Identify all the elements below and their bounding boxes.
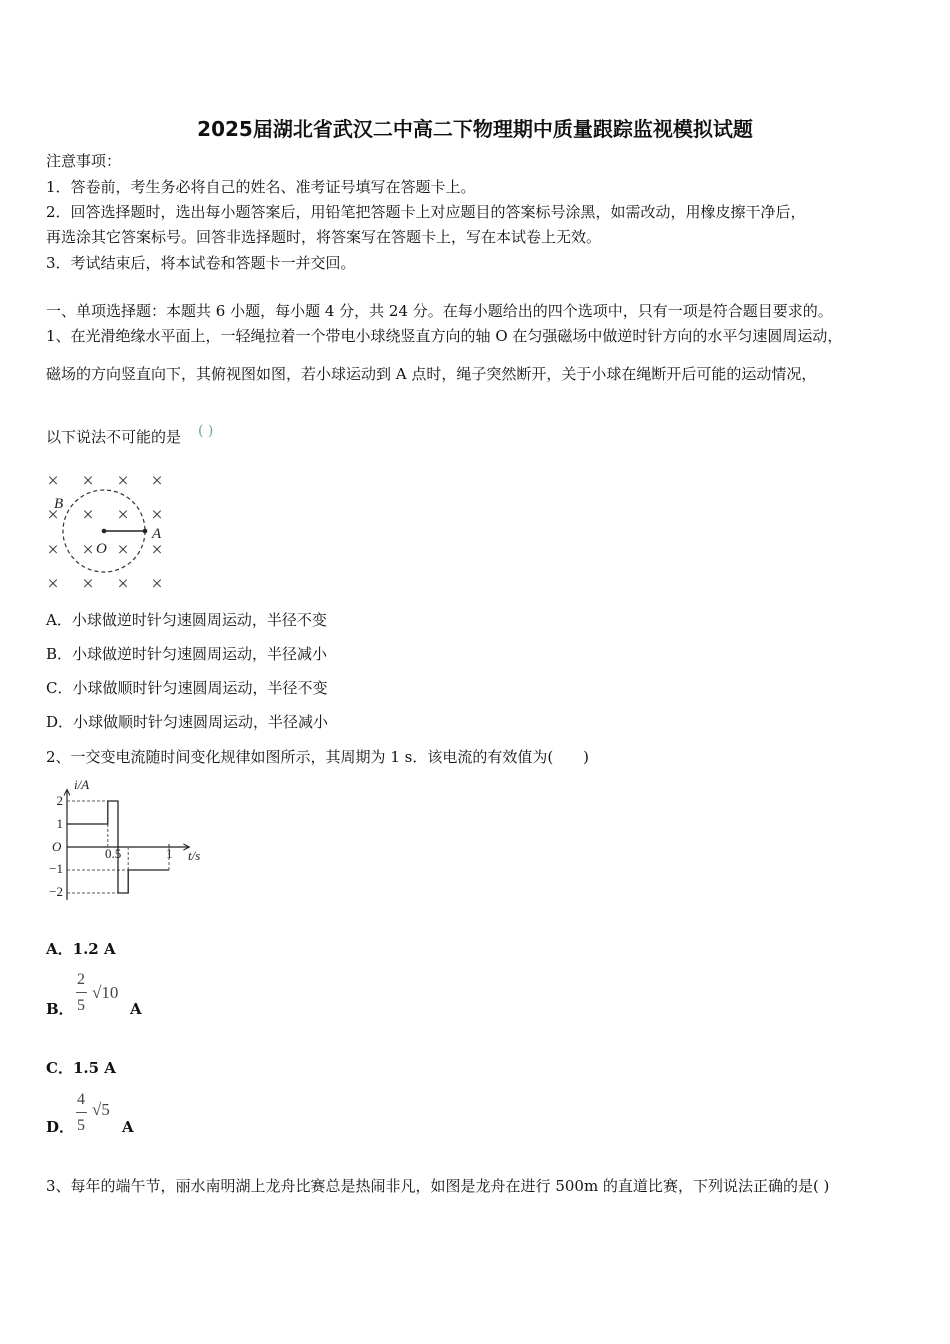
q2-option-b-numerator: 2	[77, 971, 85, 988]
x-axis-label: t/s	[188, 848, 201, 863]
q2-option-a: A．1.2 A	[46, 940, 116, 958]
q2-option-d-numerator: 4	[77, 1091, 85, 1108]
field-cross: ×	[47, 470, 59, 492]
q2-stem: 2、一交变电流随时间变化规律如图所示，其周期为 1 s．该电流的有效值为( )	[46, 748, 590, 766]
q1-stem-line-1: 1、在光滑绝缘水平面上，一轻绳拉着一个带电小球绕竖直方向的轴 O 在匀强磁场中做逆时针方向的水平匀速圆周运动，	[46, 327, 843, 345]
y-tick-label: 1	[56, 816, 63, 831]
field-cross: ×	[151, 539, 163, 561]
q2-option-b-unit: A	[130, 1000, 142, 1018]
notice-heading: 注意事项：	[46, 152, 122, 170]
notice-line-2b: 再选涂其它答案标号。回答非选择题时，将答案写在答题卡上，写在本试卷上无效。	[46, 228, 602, 246]
q1-stem-line-3: 以下说法不可能的是	[46, 428, 182, 446]
q1-figure	[40, 466, 180, 598]
field-cross: ×	[47, 504, 59, 526]
label-o: O	[96, 541, 107, 557]
q3-stem: 3、每年的端午节，丽水南明湖上龙舟比赛总是热闹非凡，如图是龙舟在进行 500m 的直道比赛，下列说法正确的是( )	[46, 1177, 830, 1195]
origin-label: O	[52, 839, 62, 854]
section-heading: 一、单项选择题：本题共 6 小题，每小题 4 分，共 24 分。在每小题给出的四个选项中，只有一项是符合题目要求的。	[46, 302, 833, 320]
q2-option-c: C．1.5 A	[46, 1059, 116, 1077]
q2-option-d-letter: D．	[46, 1118, 75, 1136]
q1-option-a: A．小球做逆时针匀速圆周运动，半径不变	[46, 611, 327, 629]
field-cross: ×	[82, 470, 94, 492]
label-a: A	[152, 526, 162, 542]
field-cross: ×	[82, 539, 94, 561]
q2-option-b-radical: √10	[92, 983, 119, 1002]
ball-point	[143, 529, 148, 534]
notice-line-2: 2．回答选择题时，选出每小题答案后，用铅笔把答题卡上对应题目的答案标号涂黑，如需改动，用橡皮擦干净后，	[46, 203, 806, 221]
label-b: B	[54, 496, 64, 512]
field-cross: ×	[151, 504, 163, 526]
y-tick-label: −2	[49, 884, 63, 899]
field-cross: ×	[117, 504, 129, 526]
q1-stem-line-2: 磁场的方向竖直向下，其俯视图如图，若小球运动到 A 点时，绳子突然断开，关于小球在绳断开后可能的运动情况，	[46, 365, 817, 383]
field-cross: ×	[47, 573, 59, 595]
x-tick-label: 0.5	[105, 846, 122, 861]
notice-line-3: 3．考试结束后，将本试卷和答题卡一并交回。	[46, 254, 356, 272]
notice-line-1: 1．答卷前，考生务必将自己的姓名、准考证号填写在答题卡上。	[46, 178, 476, 196]
q2-option-d-radical: √5	[92, 1100, 110, 1119]
field-cross: ×	[82, 504, 94, 526]
field-cross: ×	[117, 470, 129, 492]
page-title: 2025届湖北省武汉二中高二下物理期中质量跟踪监视模拟试题	[197, 117, 753, 141]
y-axis-label: i/A	[74, 777, 90, 792]
q2-option-b-letter: B．	[46, 1000, 74, 1018]
field-cross: ×	[151, 573, 163, 595]
axis-point	[102, 529, 107, 534]
field-cross: ×	[117, 539, 129, 561]
field-cross: ×	[117, 573, 129, 595]
y-tick-label: 2	[56, 793, 63, 808]
q1-option-b: B．小球做逆时针匀速圆周运动，半径减小	[46, 645, 328, 663]
q2-chart	[40, 772, 215, 904]
field-cross: ×	[82, 573, 94, 595]
field-cross: ×	[47, 539, 59, 561]
q2-option-d-unit: A	[122, 1118, 134, 1136]
q1-answer-paren: ( )	[198, 423, 214, 439]
q2-option-d-denominator: 5	[77, 1117, 85, 1134]
x-tick-label: 1	[166, 846, 173, 861]
fraction-bar	[76, 992, 87, 993]
y-tick-label: −1	[49, 861, 63, 876]
q2-option-b-denominator: 5	[77, 997, 85, 1014]
fraction-bar	[76, 1112, 87, 1113]
q1-option-c: C．小球做顺时针匀速圆周运动，半径不变	[46, 679, 328, 697]
q1-option-d: D．小球做顺时针匀速圆周运动，半径减小	[46, 713, 329, 731]
field-cross: ×	[151, 470, 163, 492]
